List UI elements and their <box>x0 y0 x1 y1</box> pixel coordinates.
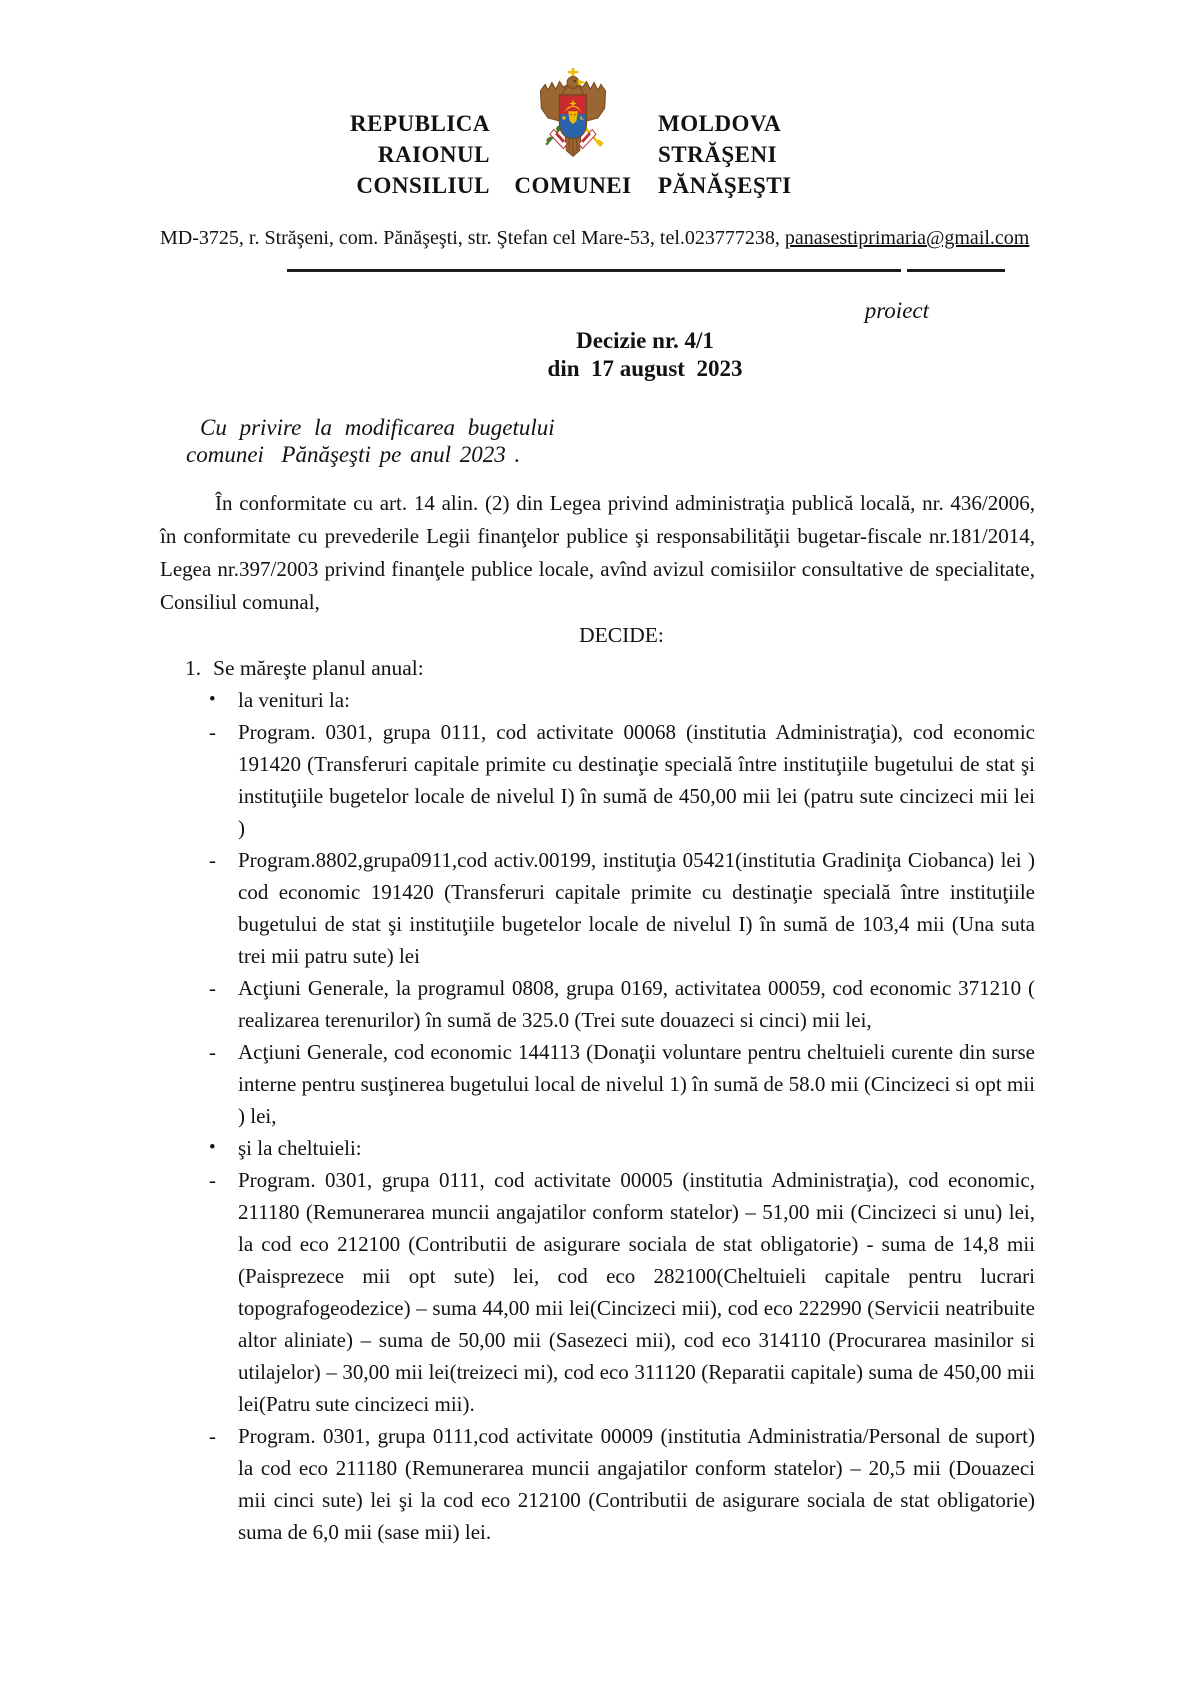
org-name-right-column <box>656 68 1035 202</box>
ordered-item-1-number: 1. <box>185 656 202 680</box>
list-item-marker: - <box>209 720 216 744</box>
org-name-left-column <box>160 68 490 202</box>
list-item-text: Program.8802,grupa0911,cod activ.00199, instituţia 05421(institutia Gradiniţa Ciobanca) lei ) cod economic 191420 (Transferuri capitale primite cu destinaţie specială între instituţiile bugetului de stat şi instituţiile bugetelor locale de nivelul I) în sumă de 103,4 mii (Una suta trei mii patru sute) lei <box>238 848 1035 968</box>
email-link[interactable]: panasestiprimaria@gmail.com <box>784 227 1030 249</box>
address-text: MD-3725, r. Străşeni, com. Pănăşeşti, str. Ştefan cel Mare-53, tel.023777238, <box>160 227 785 249</box>
list-item-marker: - <box>209 1040 216 1064</box>
list-item-text: Acţiuni Generale, cod economic 144113 (Donaţii voluntare pentru cheltuieli curente din surse interne pentru susţinerea bugetului local de nivelul 1) în sumă de 58.0 mii (Cincizeci si opt mii ) lei, <box>238 1040 1035 1128</box>
list-item <box>209 1420 1035 1548</box>
org-name-comunei: COMUNEI <box>514 173 632 198</box>
title-block <box>160 327 1035 383</box>
org-name-moldova: MOLDOVA <box>658 111 782 136</box>
ordered-item-1-text: Se măreşte planul anual: <box>213 656 424 680</box>
org-name-republica: REPUBLICA <box>350 111 490 136</box>
separator-rule <box>287 269 1035 272</box>
address-line <box>160 225 1035 251</box>
subject-line-1: Cu privire la modificarea bugetului <box>200 415 555 440</box>
subject-line-2: comunei Pănăşeşti pe anul 2023 . <box>186 442 521 467</box>
draft-label: proiect <box>864 298 929 323</box>
list-item-marker: - <box>209 1424 216 1448</box>
list-item-text: Program. 0301, grupa 0111, cod activitate 00005 (institutia Administraţia), cod economic, 211180 (Remunerarea muncii angajatilor conform statelor) – 51,00 mii (Cincizeci si unu) lei, la cod eco 212100 (Contributii de asigurare sociala de stat obligatorie) - suma de 14,8 mii (Paisprezece mii opt sute) lei, cod eco 282100(Cheltuieli capitale pentru lucrari topografogeodezice) – suma 44,00 mii lei(Cincizeci mii), cod eco 222990 (Servicii neatribuite altor aliniate) – suma de 50,00 mii (Sasezeci mii), cod eco 314110 (Procurarea masinilor si utilajelor) – 30,00 mii lei(treizeci mi), cod eco 311120 (Reparatii capitale) suma de 450,00 mii lei(Patru sute cincizeci mii). <box>238 1168 1035 1416</box>
list-item <box>209 1036 1035 1132</box>
list-item <box>209 716 1035 844</box>
list-item-marker: - <box>209 1168 216 1192</box>
list-item-marker: - <box>209 848 216 872</box>
decide-heading: DECIDE: <box>579 623 664 647</box>
decision-title: Decizie nr. 4/1 <box>576 328 714 353</box>
preamble-paragraph: În conformitate cu art. 14 alin. (2) din Legea privind administraţia publică locală, nr. 436/2006, în conformitate cu prevederile Legii finanţelor publice şi responsabilităţii bugetar-fiscale nr.181/2014, Legea nr.397/2003 privind finanţele publice locale, avînd avizul comisiilor consultative de specialitate, Consiliul comunal, <box>160 491 1035 614</box>
subject-block <box>160 414 1035 468</box>
org-name-raionul: RAIONUL <box>377 142 490 167</box>
org-name-consiliul: CONSILIUL <box>356 173 490 198</box>
list-item <box>209 1164 1035 1420</box>
decision-date: din 17 august 2023 <box>547 356 743 381</box>
org-name-panasesti: PĂNĂŞEŞTI <box>658 173 792 198</box>
separator-rule-segment-2 <box>907 269 1005 272</box>
list-item <box>209 1132 1035 1164</box>
moldova-coat-of-arms-icon <box>534 68 612 164</box>
list-item-marker: - <box>209 976 216 1000</box>
ordered-item-1 <box>185 652 1035 684</box>
list-item-text: şi la cheltuieli: <box>238 1136 362 1160</box>
list-item-marker: • <box>209 1137 216 1158</box>
letterhead-center <box>490 68 656 202</box>
list-item-text: Acţiuni Generale, la programul 0808, grupa 0169, activitatea 00059, cod economic 371210 ( realizarea terenurilor) în sumă de 325.0 (Trei sute douazeci si cinci) mii lei, <box>238 976 1035 1032</box>
list-item <box>209 972 1035 1036</box>
list-item-marker: • <box>209 689 216 710</box>
decision-list <box>209 684 1035 1548</box>
org-name-straseni: STRĂŞENI <box>658 142 778 167</box>
letterhead <box>160 68 1035 202</box>
list-item-text: la venituri la: <box>238 688 350 712</box>
document-content <box>160 0 1035 1548</box>
list-item <box>209 684 1035 716</box>
list-item-text: Program. 0301, grupa 0111, cod activitate 00068 (institutia Administraţia), cod economic 191420 (Transferuri capitale primite cu destinaţie specială între instituţiile bugetului de stat şi instituţiile bugetelor locale de nivelul I) în sumă de 450,00 mii lei (patru sute cincizeci mii lei ) <box>238 720 1035 840</box>
list-item-text: Program. 0301, grupa 0111,cod activitate 00009 (institutia Administratia/Personal de suport) la cod eco 211180 (Remunerarea muncii angajatilor conform statelor) – 20,5 mii (Douazeci mii cinci sute) lei şi la cod eco 212100 (Contributii de asigurare sociala de stat obligatorie) suma de 6,0 mii (sase mii) lei. <box>238 1424 1035 1544</box>
separator-rule-segment-1 <box>287 269 901 272</box>
list-item <box>209 844 1035 972</box>
